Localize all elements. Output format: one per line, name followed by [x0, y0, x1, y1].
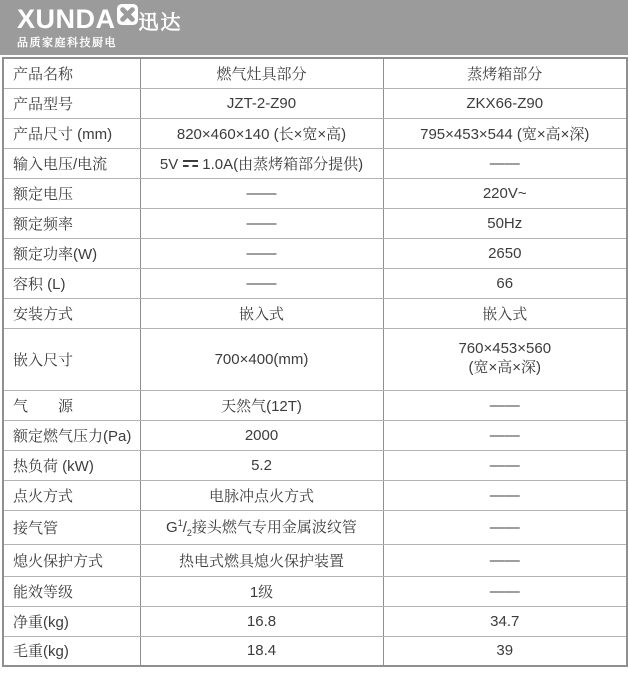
table-row-rated-power	[3, 238, 627, 268]
spec-gas-value: 18.4	[140, 636, 383, 666]
spec-gas-value: ——	[140, 238, 383, 268]
table-row-gas-pressure	[3, 420, 627, 450]
spec-gas-value: 电脉冲点火方式	[140, 480, 383, 510]
spec-label: 额定频率	[3, 208, 140, 238]
spec-table	[2, 57, 628, 667]
table-row-gas-pipe	[3, 510, 627, 544]
spec-oven-value: ——	[383, 450, 627, 480]
spec-label: 嵌入尺寸	[3, 328, 140, 390]
spec-oven-value: 34.7	[383, 606, 627, 636]
spec-oven-value: 嵌入式	[383, 298, 627, 328]
table-row-capacity	[3, 268, 627, 298]
spec-label: 产品型号	[3, 88, 140, 118]
spec-label: 点火方式	[3, 480, 140, 510]
spec-label: 气 源	[3, 390, 140, 420]
spec-label: 产品名称	[3, 58, 140, 88]
spec-label: 安装方式	[3, 298, 140, 328]
gas-pipe-desc: 接头燃气专用金属波纹管	[191, 519, 357, 536]
spec-oven-value: 795×453×544 (宽×高×深)	[383, 118, 627, 148]
brand-tagline: 品质家庭科技厨电	[17, 37, 117, 49]
oven-niche-dims: (宽×高×深)	[468, 359, 541, 376]
table-row-product-size	[3, 118, 627, 148]
spec-oven-value: ——	[383, 420, 627, 450]
spec-oven-value: 2650	[383, 238, 627, 268]
table-row-flameout-protection	[3, 544, 627, 576]
brand-logo-text: XUNDA	[17, 4, 116, 34]
spec-gas-value: 2000	[140, 420, 383, 450]
spec-label: 额定功率(W)	[3, 238, 140, 268]
gas-pipe-sup: 1	[177, 518, 183, 528]
table-row-rated-frequency	[3, 208, 627, 238]
table-row-energy-rating	[3, 576, 627, 606]
spec-table-body	[3, 58, 627, 666]
spec-label: 能效等级	[3, 576, 140, 606]
spec-gas-value: 1级	[140, 576, 383, 606]
spec-gas-value: ——	[140, 268, 383, 298]
input-voltage-post: 1.0A(由蒸烤箱部分提供)	[202, 155, 364, 173]
spec-gas-value: ——	[140, 178, 383, 208]
table-row-net-weight	[3, 606, 627, 636]
table-row-input-voltage	[3, 148, 627, 178]
brand-flower-icon	[117, 4, 138, 25]
brand-logo-cn: 迅达	[138, 12, 183, 34]
spec-gas-value: 16.8	[140, 606, 383, 636]
table-row-gross-weight	[3, 636, 627, 666]
spec-gas-value: JZT-2-Z90	[140, 88, 383, 118]
spec-oven-value: 50Hz	[383, 208, 627, 238]
table-row-ignition	[3, 480, 627, 510]
spec-label: 热负荷 (kW)	[3, 450, 140, 480]
spec-gas-value: 700×400(mm)	[140, 328, 383, 390]
spec-label: 容积 (L)	[3, 268, 140, 298]
spec-label: 接气管	[3, 510, 140, 544]
oven-niche-size: 760×453×560	[458, 340, 552, 358]
spec-oven-value: ——	[383, 480, 627, 510]
spec-label: 产品尺寸 (mm)	[3, 118, 140, 148]
spec-gas-column-header: 燃气灶具部分	[140, 58, 383, 88]
table-row-niche-size	[3, 328, 627, 390]
spec-oven-value: 220V~	[383, 178, 627, 208]
spec-label: 毛重(kg)	[3, 636, 140, 666]
table-row-gas-source	[3, 390, 627, 420]
spec-gas-value	[140, 510, 383, 544]
spec-gas-value: 嵌入式	[140, 298, 383, 328]
spec-label: 输入电压/电流	[3, 148, 140, 178]
table-row-product-name	[3, 58, 627, 88]
spec-gas-value	[140, 148, 383, 178]
spec-label: 净重(kg)	[3, 606, 140, 636]
spec-oven-value: ZKX66-Z90	[383, 88, 627, 118]
spec-gas-value: 热电式燃具熄火保护装置	[140, 544, 383, 576]
spec-gas-value: 820×460×140 (长×宽×高)	[140, 118, 383, 148]
spec-label: 额定燃气压力(Pa)	[3, 420, 140, 450]
spec-oven-value: ——	[383, 576, 627, 606]
dc-current-icon	[183, 159, 198, 168]
brand-logo-row	[17, 4, 628, 36]
table-row-heat-load	[3, 450, 627, 480]
table-row-rated-voltage	[3, 178, 627, 208]
gas-pipe-thread: G	[166, 519, 178, 536]
spec-oven-value: ——	[383, 510, 627, 544]
spec-oven-value: ——	[383, 390, 627, 420]
spec-label: 熄火保护方式	[3, 544, 140, 576]
gas-pipe-sub: 2	[186, 528, 192, 538]
spec-oven-value: ——	[383, 544, 627, 576]
spec-oven-value: 39	[383, 636, 627, 666]
brand-header	[0, 0, 628, 55]
spec-oven-value	[383, 328, 627, 390]
spec-gas-value: ——	[140, 208, 383, 238]
spec-label: 额定电压	[3, 178, 140, 208]
table-row-install-type	[3, 298, 627, 328]
spec-oven-value: 66	[383, 268, 627, 298]
spec-gas-value: 天然气(12T)	[140, 390, 383, 420]
spec-oven-value: ——	[383, 148, 627, 178]
spec-gas-value: 5.2	[140, 450, 383, 480]
table-row-model	[3, 88, 627, 118]
gas-pipe-slash: /	[182, 519, 187, 536]
spec-oven-column-header: 蒸烤箱部分	[383, 58, 627, 88]
input-voltage-pre: 5V	[159, 155, 179, 173]
